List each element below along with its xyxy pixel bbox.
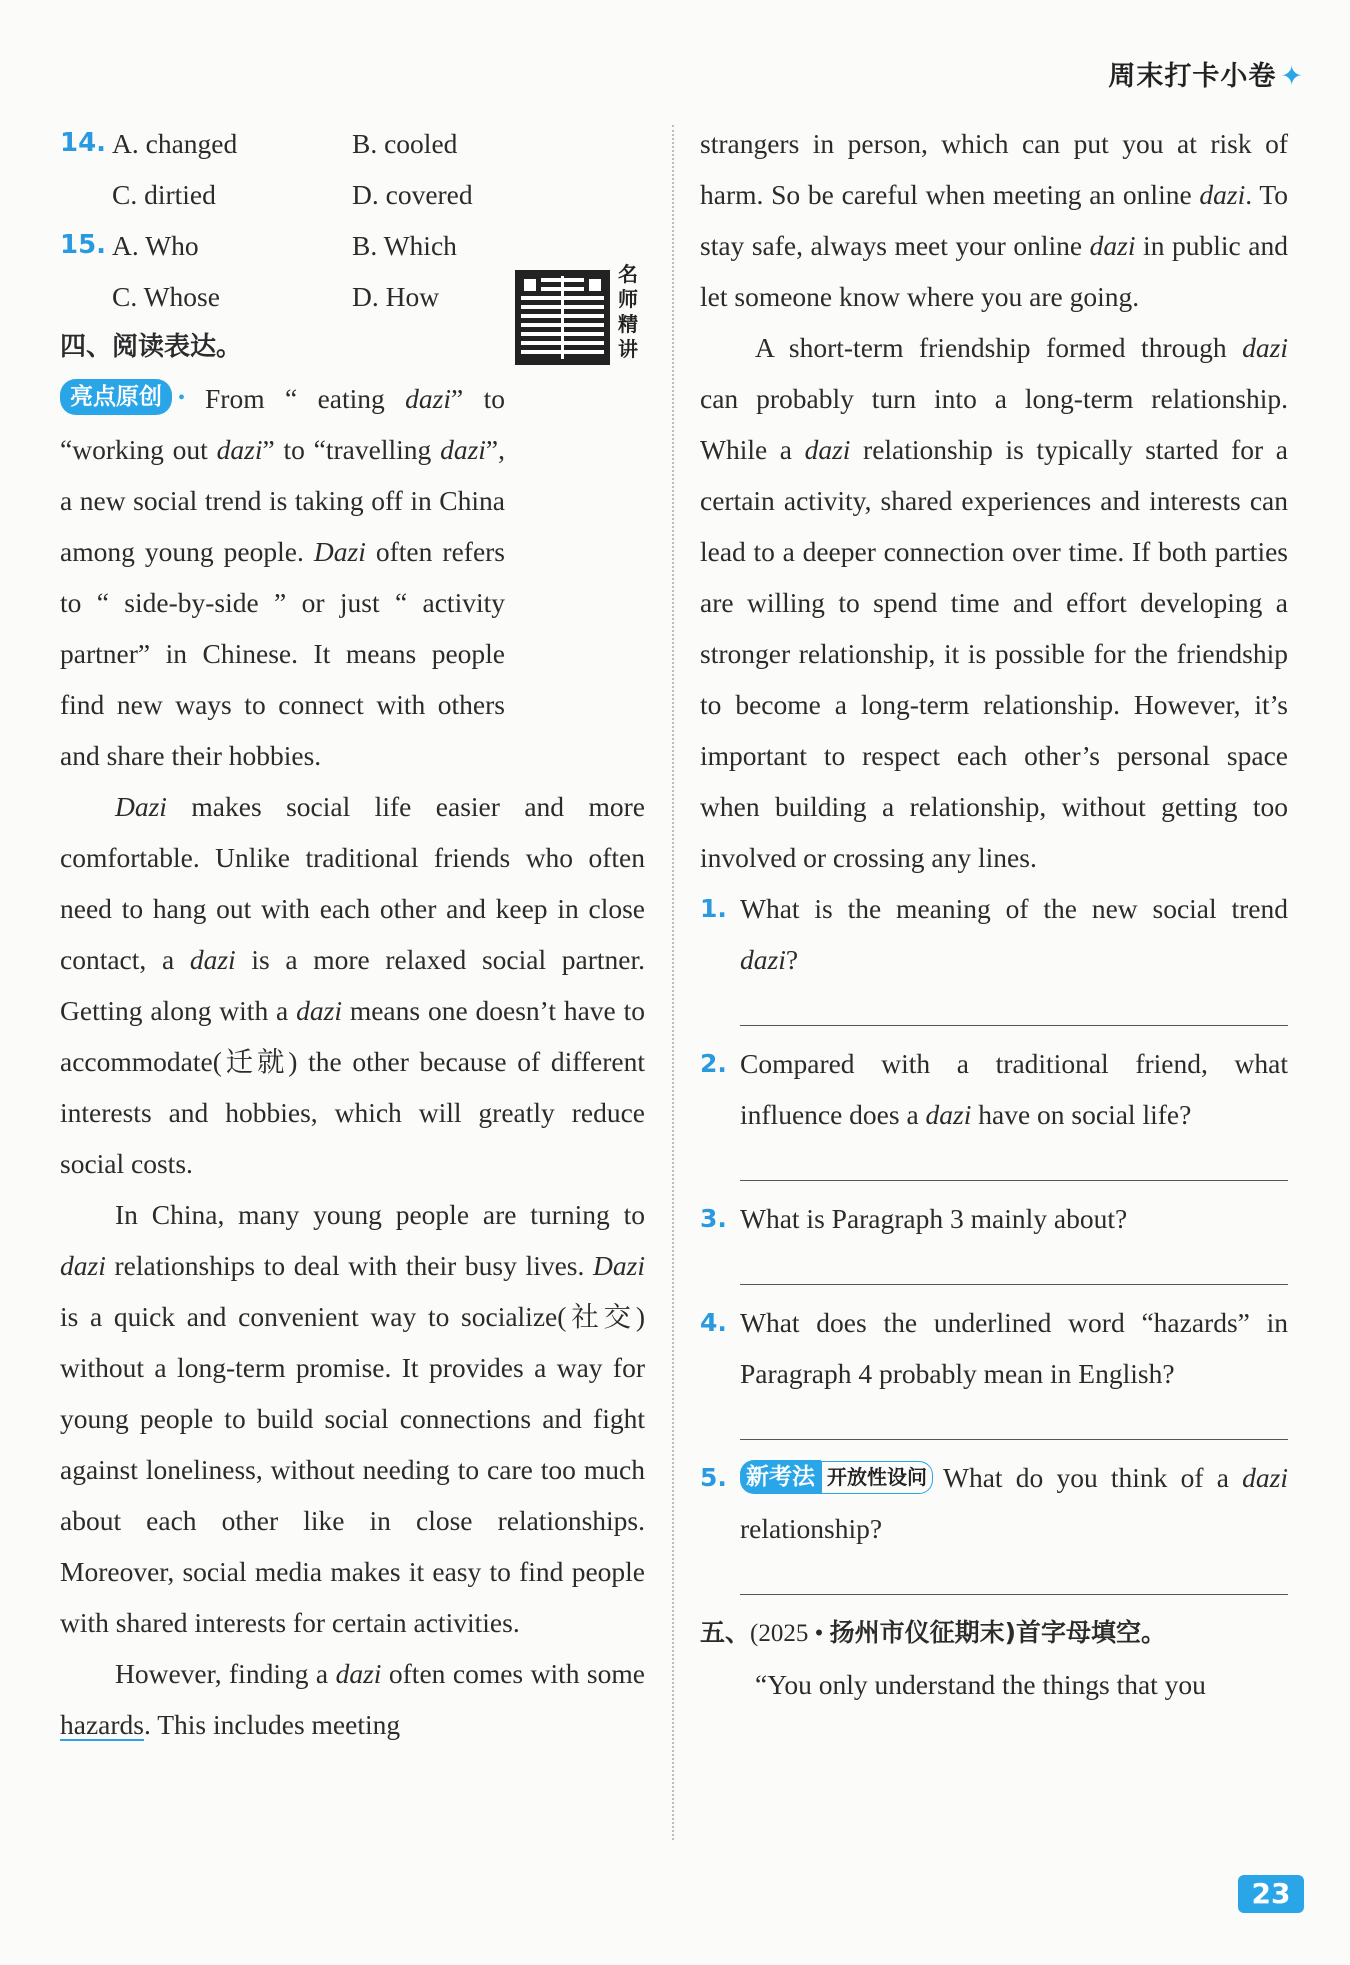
column-divider [672,125,674,1840]
q14-option-b: B. cooled [352,128,458,159]
question-5: 5. 新考法 开放性设问 What do you think of a dazi relationship? [700,1452,1288,1554]
paragraph-4: However, finding a dazi often comes with some hazards. This includes meeting [60,1658,645,1740]
q15-option-c: C. Whose [112,281,220,312]
question-number: 4. [700,1308,727,1337]
q15-option-a: A. Who [112,230,199,261]
new-method-badge: 新考法 [740,1460,821,1494]
question-number: 1. [700,894,727,923]
section-4-heading: 四、阅读表达。 [60,332,243,362]
question-1: 1. What is the meaning of the new social trend dazi? [700,883,1288,985]
star-icon: ✦ [1280,61,1304,92]
qr-label: 名师精讲 [618,262,638,361]
question-number: 2. [700,1049,727,1078]
hazards-underlined-word: hazards [60,1709,144,1740]
highlight-badge: 亮点原创 [60,379,172,415]
paragraph-5: A short-term friendship formed through dazi can probably turn into a long-term relationship. While a dazi relationship is typically started for a certain activity, shared experiences and interests can lead to a deeper connection over time. If both parties are willing to spend time and effort developing a stronger relationship, it is possible for the friendship to become a long-term relationship. However, it’s important to respect each other’s personal space when building a relationship, without getting too involved or crossing any lines. [700,332,1288,873]
qr-code-block[interactable] [515,262,645,372]
answer-line-1[interactable] [740,985,1288,1026]
paragraph-6: “You only understand the things that you [755,1669,1206,1700]
right-column [700,118,1288,1710]
question-number: 3. [700,1204,727,1233]
q14-number: 14. [60,128,107,158]
badge-dot-icon: • [178,387,186,409]
paragraph-1: 亮点原创 • From “ eating dazi” to “working out dazi” to “travelling dazi”, a new social trend is taking off in China among young people. Dazi often refers to “ side-by-side ” or just “ activity partner” in Chinese. It means people find new ways to connect with others and share their hobbies. [60,373,645,781]
answer-line-3[interactable] [740,1244,1288,1285]
answer-line-5[interactable] [740,1554,1288,1595]
question-2: 2. Compared with a traditional friend, what influence does a dazi have on social life? [700,1038,1288,1140]
page-number: 23 [1238,1875,1304,1913]
answer-line-2[interactable] [740,1140,1288,1181]
q14-option-c: C. dirtied [112,179,216,210]
q15-option-b: B. Which [352,230,457,261]
q14-row-1 [60,118,645,169]
question-number: 5. [700,1463,727,1492]
section-5-heading: 五、(2025 • 扬州市仪征期末)首字母填空。 [700,1618,1167,1647]
q14-row-2 [60,169,645,220]
q14-option-d: D. covered [352,179,473,210]
paragraph-1-head [60,373,645,781]
question-4: 4. What does the underlined word “hazards” in Paragraph 4 probably mean in English? [700,1297,1288,1399]
header-tag-text: 周末打卡小卷 [1108,61,1277,92]
answer-line-4[interactable] [740,1399,1288,1440]
paragraph-4-continued: strangers in person, which can put you at risk of harm. So be careful when meeting an online dazi. To stay safe, always meet your online dazi in public and let someone know where you are going. [700,128,1288,312]
q15-number: 15. [60,230,107,260]
question-3: 3. What is Paragraph 3 mainly about? [700,1193,1288,1244]
paragraph-2: Dazi makes social life easier and more comfortable. Unlike traditional friends who often need to hang out with each other and keep in close contact, a dazi is a more relaxed social partner. Getting along with a dazi means one doesn’t have to accommodate(迁就) the other because of different interests and hobbies, which will greatly reduce social costs. [60,791,645,1179]
qr-code-icon[interactable] [515,270,610,365]
header-tag [1108,54,1304,93]
open-question-badge: 开放性设问 [821,1461,933,1494]
q14-option-a: A. changed [112,128,238,159]
q15-option-d: D. How [352,281,440,312]
paragraph-3: In China, many young people are turning to dazi relationships to deal with their busy lives. Dazi is a quick and convenient way to socialize(社交) without a long-term promise. It provides a way for young people to build social connections and fight against loneliness, without needing to care too much about each other like in close relationships. Moreover, social media makes it easy to find people with shared interests for certain activities. [60,1199,645,1638]
